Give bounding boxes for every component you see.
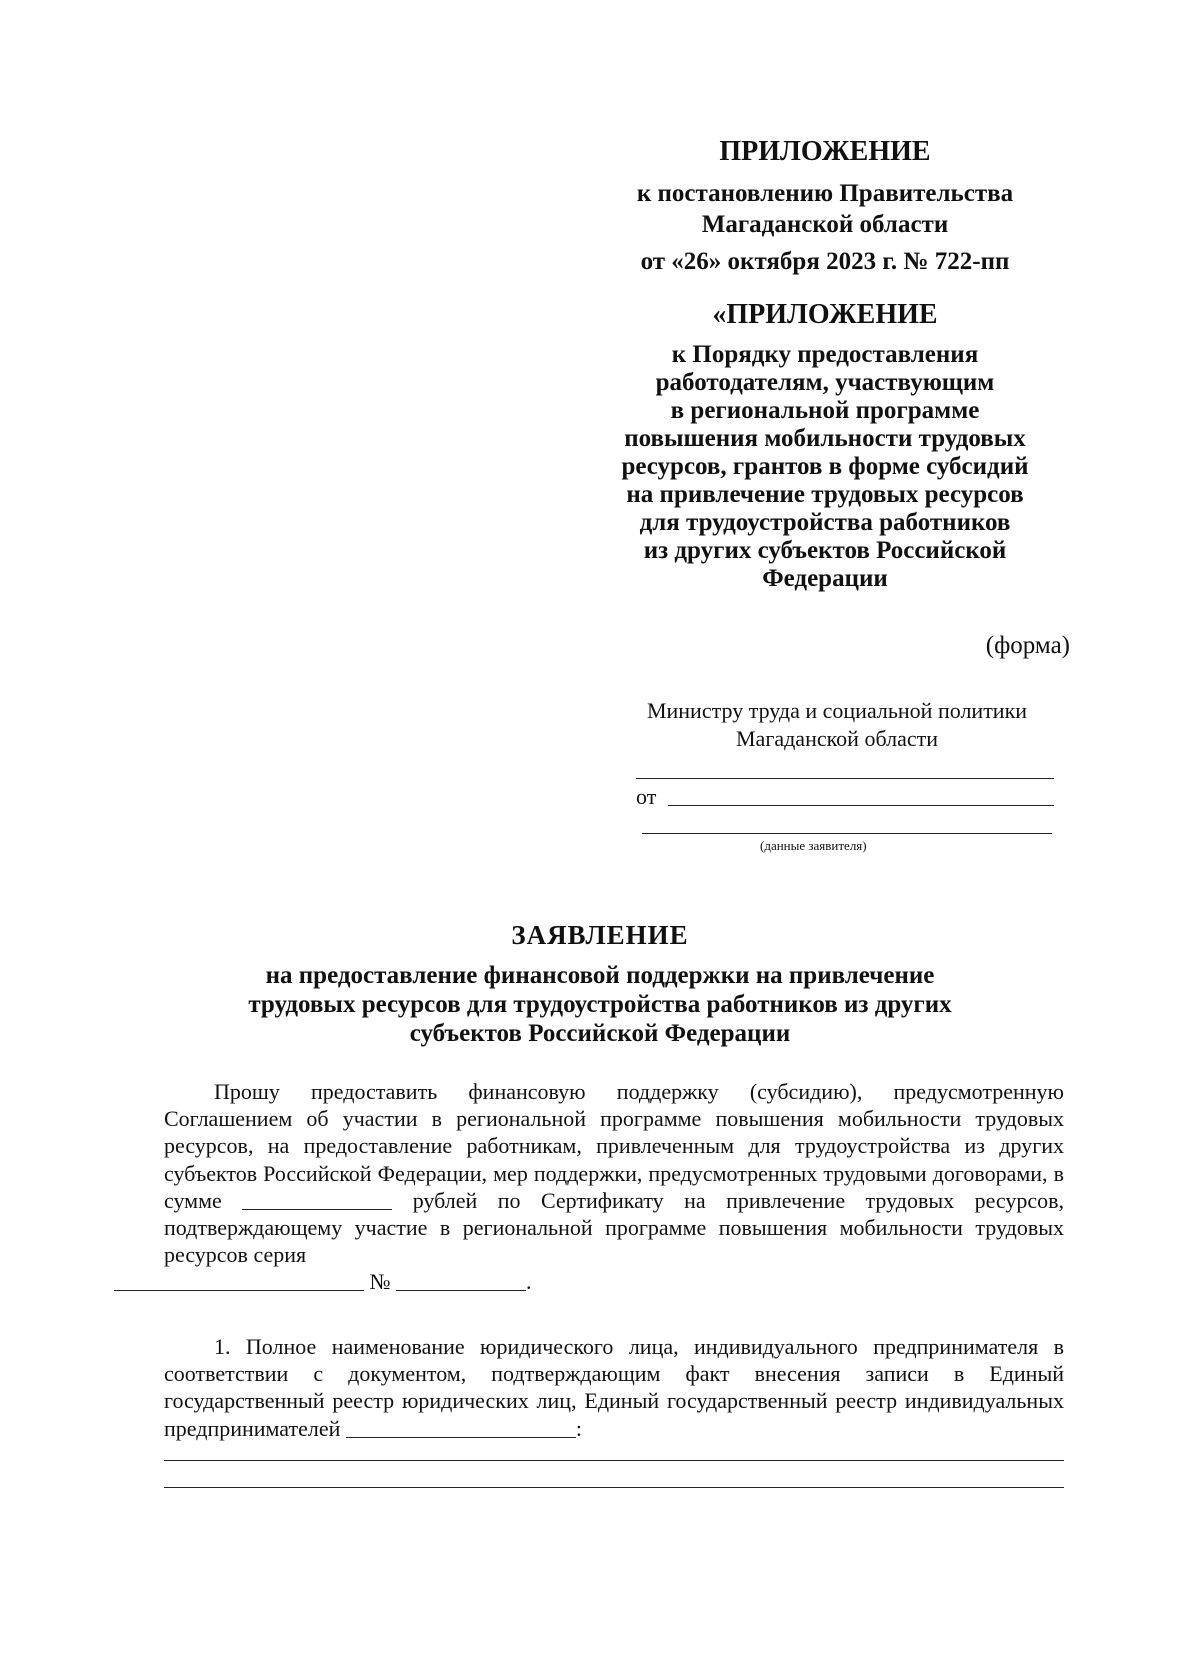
subtitle-line: субъектов Российской Федерации	[409, 1020, 791, 1047]
amount-field[interactable]	[242, 1189, 392, 1210]
resolution-reference	[610, 178, 1040, 240]
request-paragraph	[164, 1078, 1064, 1296]
request-text: Прошу предоставить финансовую поддержку (субсидию), предусмотренную Соглашением об участии в региональной программе повышения мобильности трудовых ресурсов, на предоставление работникам, привлеченным для трудоустройства из других субъектов Российской Федерации, мер поддержки, предусмотренных трудовыми договорами, в сумме	[164, 1079, 1064, 1213]
applicant-field-line-2[interactable]	[642, 833, 1052, 834]
applicant-field-line[interactable]	[668, 805, 1054, 806]
order-line: для трудоустройства работников	[639, 509, 1011, 536]
full-name-line-1[interactable]	[164, 1460, 1064, 1461]
certificate-text: по Сертификату на привлечение трудовых ресурсов, подтверждающему участие в региональной программе повышения мобильности трудовых ресурсов серия	[164, 1187, 1065, 1268]
form-label: (форма)	[985, 632, 1070, 659]
addressee-block	[622, 697, 1052, 753]
appendix-title-quoted: «ПРИЛОЖЕНИЕ	[712, 299, 938, 330]
subtitle-line: на предоставление финансовой поддержки на привлечение	[265, 962, 935, 989]
certificate-number-field[interactable]	[396, 1270, 526, 1291]
full-name-line-2[interactable]	[164, 1487, 1064, 1488]
statement-title: ЗАЯВЛЕНИЕ	[511, 920, 689, 950]
series-field[interactable]	[114, 1270, 364, 1291]
order-line: из других субъектов Российской	[643, 537, 1007, 564]
resolution-line-1: к постановлению Правительства	[636, 180, 1014, 207]
appendix-title: ПРИЛОЖЕНИЕ	[719, 136, 931, 167]
item-1-colon: :	[575, 1415, 583, 1441]
addressee-line-2: Магаданской области	[736, 726, 938, 751]
addressee-blank-line[interactable]	[636, 778, 1054, 779]
order-line: повышения мобильности трудовых	[624, 425, 1026, 452]
order-line: работодателям, участвующим	[655, 369, 995, 396]
from-label: от	[636, 784, 657, 809]
item-1-paragraph	[164, 1333, 1064, 1442]
registry-field[interactable]	[346, 1417, 576, 1438]
order-line: на привлечение трудовых ресурсов	[626, 481, 1024, 508]
order-line: в региональной программе	[670, 397, 980, 424]
addressee-line-1: Министру труда и социальной политики	[646, 698, 1028, 723]
item-1-text: 1. Полное наименование юридического лица, индивидуального предпринимателя в соответствии с документом, подтверждающим факт внесения записи в Единый государственный реестр юридических лиц, Единый государственный реестр индивидуальных предпринимателей	[164, 1334, 1064, 1441]
subtitle-line: трудовых ресурсов для трудоустройства работников из других	[248, 991, 952, 1018]
order-line: к Порядку предоставления	[671, 341, 979, 368]
resolution-date: от «26» октября 2023 г. № 722-пп	[640, 248, 1010, 275]
applicant-caption: (данные заявителя)	[760, 838, 867, 853]
end-dot: .	[526, 1269, 532, 1295]
statement-subtitle	[160, 961, 1040, 1048]
number-sign: №	[369, 1269, 391, 1295]
order-line: Федерации	[762, 565, 888, 592]
currency-label: рублей	[412, 1187, 478, 1213]
resolution-line-2: Магаданской области	[701, 211, 949, 238]
order-line: ресурсов, грантов в форме субсидий	[621, 453, 1029, 480]
order-reference	[600, 341, 1050, 593]
